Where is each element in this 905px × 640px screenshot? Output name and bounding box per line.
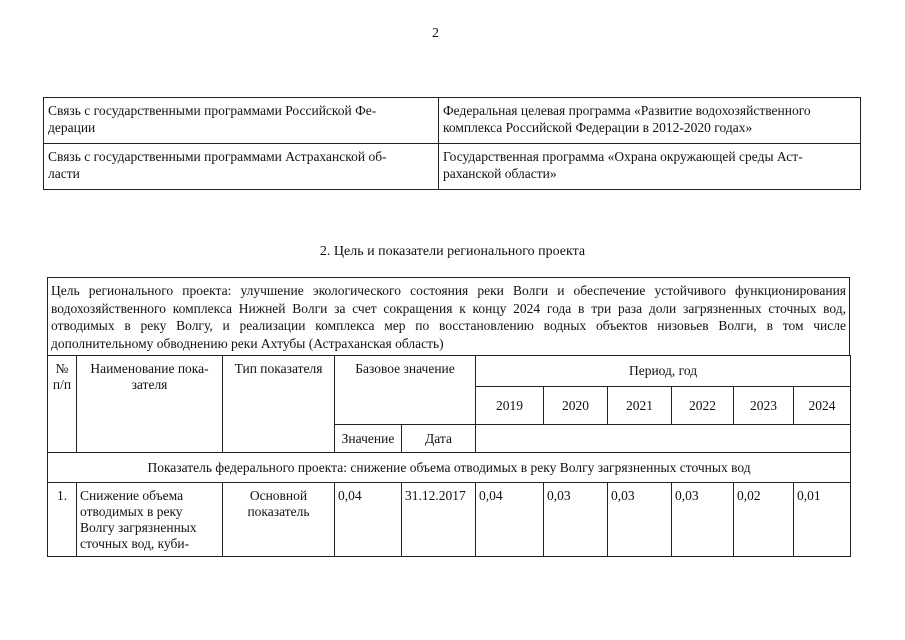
header-base-value: Значение — [335, 425, 402, 453]
row-num: 1. — [48, 483, 77, 557]
federal-programs-value: Федеральная целевая программа «Развитие водохозяйственного комплекса Российской Федерации в 2012-2020 годах» — [439, 98, 861, 144]
header-type: Тип показателя — [223, 356, 335, 453]
value-2024: 0,01 — [794, 483, 851, 557]
header-period: Период, год — [476, 356, 851, 387]
header-base-date: Дата — [402, 425, 476, 453]
year-2020: 2020 — [544, 387, 608, 425]
table-row — [48, 356, 851, 387]
base-value: 0,04 — [335, 483, 402, 557]
base-date: 31.12.2017 — [402, 483, 476, 557]
year-2019: 2019 — [476, 387, 544, 425]
indicators-table — [47, 355, 851, 557]
value-2021: 0,03 — [608, 483, 672, 557]
section-heading: 2. Цель и показатели регионального проекта — [319, 244, 586, 259]
regional-programs-label: Связь с государственными программами Астраханской об- ласти — [44, 144, 439, 190]
header-num: № п/п — [48, 356, 77, 453]
header-base: Базовое значение — [335, 356, 476, 425]
table-row — [48, 453, 851, 483]
federal-programs-label: Связь с государственными программами Российской Фе- дерации — [44, 98, 439, 144]
table-row — [44, 144, 861, 190]
year-2023: 2023 — [734, 387, 794, 425]
project-goal: Цель регионального проекта: улучшение экологического состояния реки Волги и обеспечение устойчивого функционирования водохозяйственного комплекса Нижней Волги за счет сокращения к концу 2024 года в три раза доли загрязненных сточных вод, отводимых в реку Волгу, и реализации комплекса мер по восстановлению водных объектов низовьев Волги, в том числе дополнительному обводнению реки Ахтубы (Астраханская область) — [47, 277, 850, 355]
table-row — [48, 483, 851, 557]
header-name: Наименование пока- зателя — [77, 356, 223, 453]
value-2023: 0,02 — [734, 483, 794, 557]
indicator-name: Снижение объема отводимых в реку Волгу загрязненных сточных вод, куби- — [77, 483, 223, 557]
indicator-type: Основной показатель — [223, 483, 335, 557]
value-2020: 0,03 — [544, 483, 608, 557]
federal-indicator: Показатель федерального проекта: снижение объема отводимых в реку Волгу загрязненных сточных вод — [48, 453, 851, 483]
table-row — [44, 98, 861, 144]
value-2022: 0,03 — [672, 483, 734, 557]
program-links-table — [43, 97, 861, 190]
value-2019: 0,04 — [476, 483, 544, 557]
regional-programs-value: Государственная программа «Охрана окружающей среды Аст- раханской области» — [439, 144, 861, 190]
year-2021: 2021 — [608, 387, 672, 425]
year-2022: 2022 — [672, 387, 734, 425]
page-number: 2 — [432, 26, 439, 41]
year-2024: 2024 — [794, 387, 851, 425]
